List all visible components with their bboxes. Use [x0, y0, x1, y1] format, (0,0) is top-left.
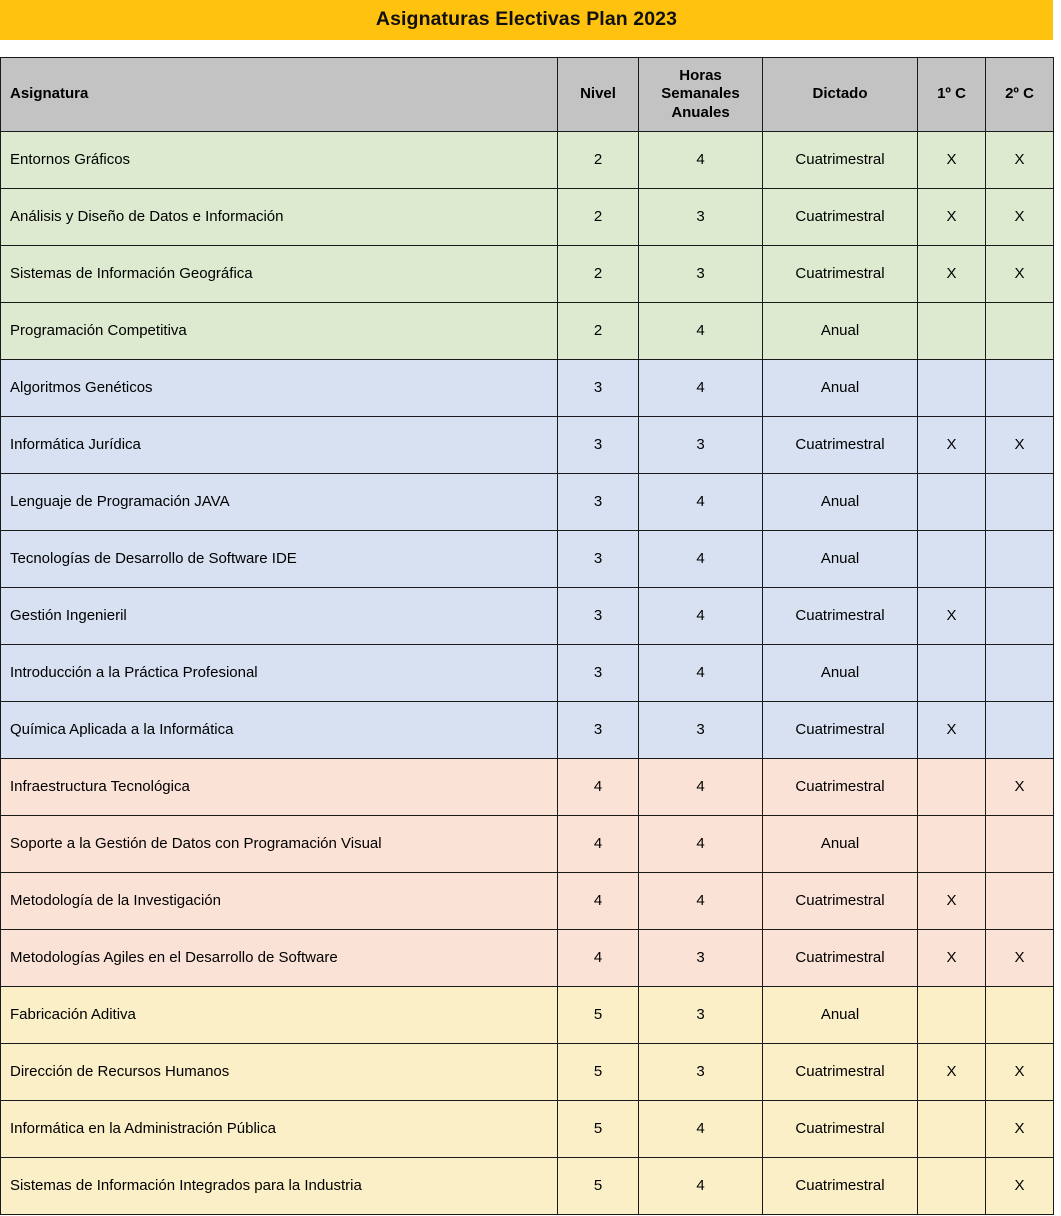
cell-nivel: 3 [558, 474, 639, 531]
column-header-primer-cuatrimestre[interactable]: 1º C [918, 58, 986, 132]
cell-segundo-cuatrimestre [986, 303, 1054, 360]
cell-nivel: 4 [558, 930, 639, 987]
table-row[interactable] [1, 759, 1054, 816]
cell-horas-semanales-anuales: 4 [639, 474, 763, 531]
title-banner [0, 0, 1053, 40]
banner-table-spacer [0, 40, 1061, 57]
cell-primer-cuatrimestre [918, 531, 986, 588]
cell-horas-semanales-anuales: 4 [639, 816, 763, 873]
table-row[interactable] [1, 360, 1054, 417]
cell-horas-semanales-anuales: 4 [639, 588, 763, 645]
cell-dictado: Cuatrimestral [763, 759, 918, 816]
cell-asignatura: Soporte a la Gestión de Datos con Programación Visual [1, 816, 558, 873]
table-row[interactable] [1, 588, 1054, 645]
cell-primer-cuatrimestre: X [918, 588, 986, 645]
cell-dictado: Anual [763, 531, 918, 588]
cell-asignatura: Metodología de la Investigación [1, 873, 558, 930]
cell-nivel: 5 [558, 1101, 639, 1158]
cell-dictado: Cuatrimestral [763, 588, 918, 645]
cell-nivel: 3 [558, 645, 639, 702]
cell-horas-semanales-anuales: 4 [639, 1101, 763, 1158]
table-row[interactable] [1, 873, 1054, 930]
cell-asignatura: Química Aplicada a la Informática [1, 702, 558, 759]
table-row[interactable] [1, 987, 1054, 1044]
cell-nivel: 4 [558, 816, 639, 873]
cell-asignatura: Sistemas de Información Integrados para la Industria [1, 1158, 558, 1215]
cell-horas-semanales-anuales: 3 [639, 1044, 763, 1101]
cell-primer-cuatrimestre [918, 987, 986, 1044]
cell-asignatura: Informática en la Administración Pública [1, 1101, 558, 1158]
cell-nivel: 2 [558, 246, 639, 303]
cell-segundo-cuatrimestre: X [986, 417, 1054, 474]
cell-asignatura: Informática Jurídica [1, 417, 558, 474]
cell-segundo-cuatrimestre: X [986, 132, 1054, 189]
cell-primer-cuatrimestre: X [918, 1044, 986, 1101]
cell-asignatura: Infraestructura Tecnológica [1, 759, 558, 816]
cell-segundo-cuatrimestre [986, 531, 1054, 588]
cell-asignatura: Introducción a la Práctica Profesional [1, 645, 558, 702]
cell-horas-semanales-anuales: 3 [639, 987, 763, 1044]
table-row[interactable] [1, 474, 1054, 531]
table-row[interactable] [1, 417, 1054, 474]
table-row[interactable] [1, 246, 1054, 303]
cell-segundo-cuatrimestre [986, 873, 1054, 930]
cell-segundo-cuatrimestre [986, 474, 1054, 531]
cell-dictado: Cuatrimestral [763, 1044, 918, 1101]
cell-segundo-cuatrimestre [986, 588, 1054, 645]
cell-horas-semanales-anuales: 4 [639, 132, 763, 189]
cell-horas-semanales-anuales: 4 [639, 645, 763, 702]
cell-dictado: Cuatrimestral [763, 873, 918, 930]
cell-primer-cuatrimestre: X [918, 132, 986, 189]
cell-asignatura: Lenguaje de Programación JAVA [1, 474, 558, 531]
cell-segundo-cuatrimestre: X [986, 1044, 1054, 1101]
cell-horas-semanales-anuales: 3 [639, 246, 763, 303]
table-row[interactable] [1, 132, 1054, 189]
cell-dictado: Cuatrimestral [763, 132, 918, 189]
cell-primer-cuatrimestre [918, 1158, 986, 1215]
table-row[interactable] [1, 531, 1054, 588]
cell-primer-cuatrimestre [918, 645, 986, 702]
cell-nivel: 5 [558, 1044, 639, 1101]
cell-horas-semanales-anuales: 4 [639, 873, 763, 930]
cell-primer-cuatrimestre: X [918, 930, 986, 987]
cell-dictado: Anual [763, 474, 918, 531]
cell-primer-cuatrimestre: X [918, 189, 986, 246]
cell-segundo-cuatrimestre: X [986, 246, 1054, 303]
cell-dictado: Cuatrimestral [763, 1158, 918, 1215]
cell-nivel: 2 [558, 132, 639, 189]
cell-dictado: Anual [763, 360, 918, 417]
cell-nivel: 2 [558, 303, 639, 360]
cell-asignatura: Fabricación Aditiva [1, 987, 558, 1044]
cell-segundo-cuatrimestre [986, 816, 1054, 873]
cell-primer-cuatrimestre: X [918, 417, 986, 474]
cell-dictado: Cuatrimestral [763, 930, 918, 987]
table-row[interactable] [1, 930, 1054, 987]
cell-dictado: Cuatrimestral [763, 417, 918, 474]
cell-primer-cuatrimestre: X [918, 246, 986, 303]
cell-primer-cuatrimestre: X [918, 702, 986, 759]
cell-nivel: 3 [558, 702, 639, 759]
table-row[interactable] [1, 1044, 1054, 1101]
table-body [1, 132, 1054, 1215]
cell-asignatura: Análisis y Diseño de Datos e Información [1, 189, 558, 246]
table-header [1, 58, 1054, 132]
cell-dictado: Anual [763, 303, 918, 360]
column-header-nivel[interactable]: Nivel [558, 58, 639, 132]
cell-dictado: Cuatrimestral [763, 702, 918, 759]
cell-nivel: 3 [558, 531, 639, 588]
cell-dictado: Anual [763, 987, 918, 1044]
cell-horas-semanales-anuales: 3 [639, 930, 763, 987]
cell-horas-semanales-anuales: 4 [639, 1158, 763, 1215]
cell-horas-semanales-anuales: 4 [639, 531, 763, 588]
cell-asignatura: Algoritmos Genéticos [1, 360, 558, 417]
column-header-segundo-cuatrimestre[interactable]: 2º C [986, 58, 1054, 132]
cell-asignatura: Tecnologías de Desarrollo de Software IDE [1, 531, 558, 588]
cell-nivel: 2 [558, 189, 639, 246]
cell-asignatura: Metodologías Agiles en el Desarrollo de Software [1, 930, 558, 987]
table-row[interactable] [1, 303, 1054, 360]
column-header-horas-line1: Horas [679, 67, 722, 85]
cell-primer-cuatrimestre: X [918, 873, 986, 930]
cell-segundo-cuatrimestre [986, 987, 1054, 1044]
cell-asignatura: Programación Competitiva [1, 303, 558, 360]
cell-segundo-cuatrimestre: X [986, 1101, 1054, 1158]
column-header-asignatura[interactable]: Asignatura [1, 58, 558, 132]
table-row[interactable] [1, 702, 1054, 759]
table-row[interactable] [1, 1101, 1054, 1158]
cell-segundo-cuatrimestre [986, 702, 1054, 759]
cell-primer-cuatrimestre [918, 759, 986, 816]
cell-segundo-cuatrimestre [986, 645, 1054, 702]
cell-nivel: 4 [558, 759, 639, 816]
cell-segundo-cuatrimestre: X [986, 1158, 1054, 1215]
cell-asignatura: Gestión Ingenieril [1, 588, 558, 645]
cell-nivel: 5 [558, 1158, 639, 1215]
cell-segundo-cuatrimestre: X [986, 930, 1054, 987]
cell-dictado: Cuatrimestral [763, 189, 918, 246]
cell-nivel: 5 [558, 987, 639, 1044]
table-row[interactable] [1, 1158, 1054, 1215]
column-header-horas-line2: Semanales [661, 85, 740, 103]
cell-nivel: 3 [558, 588, 639, 645]
column-header-dictado[interactable]: Dictado [763, 58, 918, 132]
column-header-horas-line3: Anuales [671, 103, 730, 121]
electivas-table [0, 57, 1054, 1215]
cell-nivel: 3 [558, 360, 639, 417]
cell-horas-semanales-anuales: 3 [639, 702, 763, 759]
cell-primer-cuatrimestre [918, 303, 986, 360]
cell-asignatura: Entornos Gráficos [1, 132, 558, 189]
column-header-horas-semanales-anuales[interactable] [639, 58, 763, 132]
cell-asignatura: Dirección de Recursos Humanos [1, 1044, 558, 1101]
cell-horas-semanales-anuales: 4 [639, 759, 763, 816]
header-row [1, 58, 1054, 132]
cell-primer-cuatrimestre [918, 474, 986, 531]
cell-nivel: 3 [558, 417, 639, 474]
cell-horas-semanales-anuales: 4 [639, 360, 763, 417]
table-row[interactable] [1, 645, 1054, 702]
page-title: Asignaturas Electivas Plan 2023 [375, 8, 678, 31]
cell-asignatura: Sistemas de Información Geográfica [1, 246, 558, 303]
cell-segundo-cuatrimestre [986, 360, 1054, 417]
cell-horas-semanales-anuales: 4 [639, 303, 763, 360]
table-row[interactable] [1, 816, 1054, 873]
cell-primer-cuatrimestre [918, 816, 986, 873]
cell-dictado: Anual [763, 645, 918, 702]
cell-dictado: Cuatrimestral [763, 1101, 918, 1158]
cell-dictado: Anual [763, 816, 918, 873]
cell-segundo-cuatrimestre: X [986, 189, 1054, 246]
cell-horas-semanales-anuales: 3 [639, 417, 763, 474]
table-row[interactable] [1, 189, 1054, 246]
cell-primer-cuatrimestre [918, 360, 986, 417]
cell-horas-semanales-anuales: 3 [639, 189, 763, 246]
cell-segundo-cuatrimestre: X [986, 759, 1054, 816]
cell-nivel: 4 [558, 873, 639, 930]
cell-primer-cuatrimestre [918, 1101, 986, 1158]
cell-dictado: Cuatrimestral [763, 246, 918, 303]
